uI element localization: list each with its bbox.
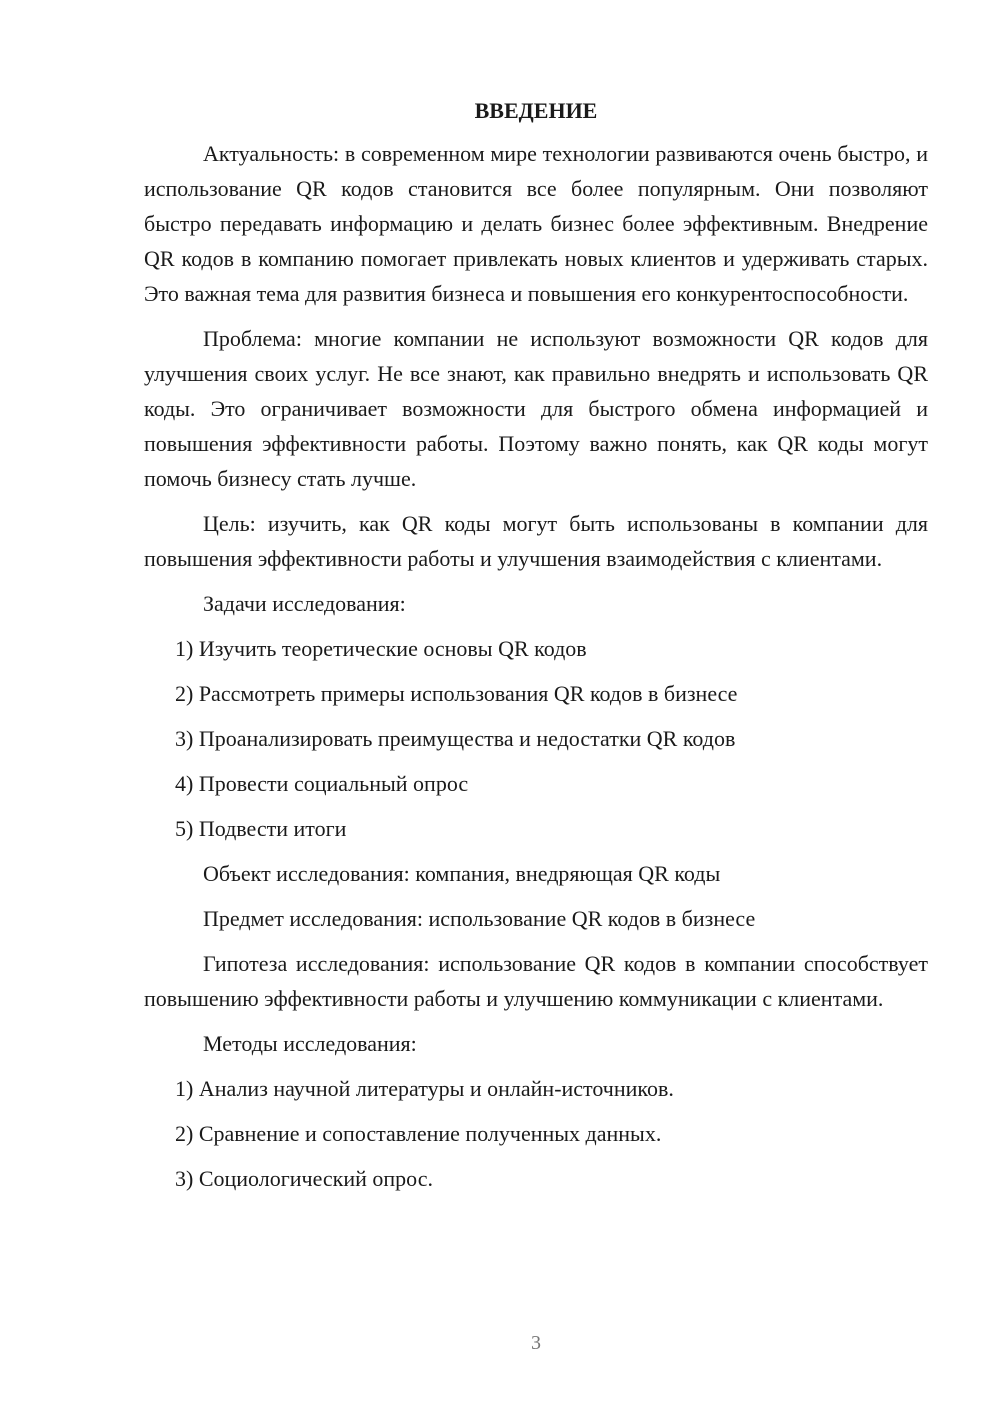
tasks-heading: Задачи исследования: (203, 591, 406, 616)
page-number: 3 (531, 1332, 541, 1354)
hypothesis-paragraph: Гипотеза исследования: использование QR кодов в компании способствует повышению эффективности работы и улучшению коммуникации с клиентами. (144, 951, 928, 1011)
methods-heading: Методы исследования: (203, 1031, 417, 1056)
method-item: 3) Социологический опрос. (175, 1166, 433, 1191)
problem-paragraph: Проблема: многие компании не используют возможности QR кодов для улучшения своих услуг. Не все знают, как правильно внедрять и использовать QR коды. Это ограничивает возможности для быстрого обмена информацией и повышения эффективности работы. Поэтому важно понять, как QR коды могут помочь бизнесу стать лучше. (144, 326, 928, 491)
task-item: 2) Рассмотреть примеры использования QR кодов в бизнесе (175, 681, 738, 706)
task-item: 5) Подвести итоги (175, 816, 347, 841)
goal-paragraph: Цель: изучить, как QR коды могут быть использованы в компании для повышения эффективности работы и улучшения взаимодействия с клиентами. (144, 511, 928, 571)
task-item: 3) Проанализировать преимущества и недостатки QR кодов (175, 726, 736, 751)
section-title: ВВЕДЕНИЕ (474, 98, 598, 123)
research-subject: Предмет исследования: использование QR кодов в бизнесе (203, 906, 756, 931)
method-item: 1) Анализ научной литературы и онлайн-источников. (175, 1076, 674, 1101)
research-object: Объект исследования: компания, внедряющая QR коды (203, 861, 721, 886)
task-item: 4) Провести социальный опрос (175, 771, 469, 796)
method-item: 2) Сравнение и сопоставление полученных данных. (175, 1121, 662, 1146)
relevance-paragraph: Актуальность: в современном мире технологии развиваются очень быстро, и использование QR кодов становится все более популярным. Они позволяют быстро передавать информацию и делать бизнес более эффективным. Внедрение QR кодов в компанию помогает привлекать новых клиентов и удерживать старых. Это важная тема для развития бизнеса и повышения его конкурентоспособности. (144, 141, 928, 306)
page-content (144, 96, 928, 1206)
task-item: 1) Изучить теоретические основы QR кодов (175, 636, 587, 661)
